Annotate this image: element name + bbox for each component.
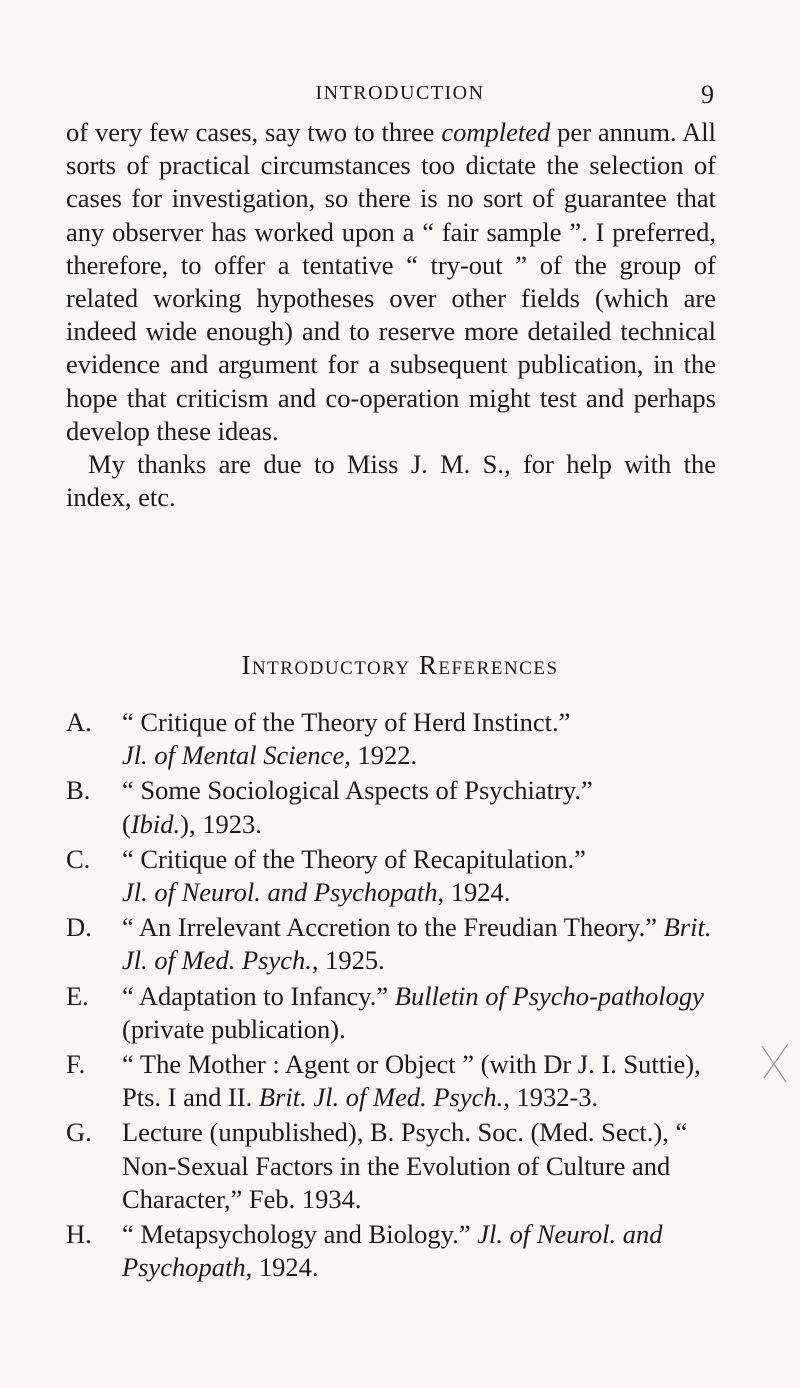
reference-item-g: [66, 1116, 726, 1216]
reference-title: Lecture (unpublished), B. Psych. Soc. (Med. Sect.), “ Non-Sexual Factors in the Evolution of Culture and Character,” Feb. 1934.: [122, 1117, 688, 1214]
references-heading: Introductory References: [241, 650, 559, 680]
reference-list: [66, 706, 726, 1286]
reference-title: “ The Mother : Agent or Object ” (with Dr J. I. Suttie), Pts. I and II.: [122, 1049, 701, 1113]
reference-letter: G.: [66, 1117, 92, 1148]
reference-source-year: (private publication).: [122, 1013, 346, 1044]
reference-source-year: ), 1923.: [180, 808, 262, 839]
reference-item-a: [66, 706, 726, 772]
reference-source-year: , 1924.: [437, 877, 511, 908]
reference-title: “ Some Sociological Aspects of Psychiatry.”: [122, 775, 593, 806]
reference-title: “ Critique of the Theory of Herd Instinct.”: [122, 707, 571, 737]
reference-letter: H.: [66, 1219, 92, 1250]
body-text: [66, 116, 716, 514]
reference-source-journal: Jl. of Neurol. and Psychopath: [122, 1219, 663, 1283]
reference-item-d: [66, 911, 726, 977]
reference-item-e: [66, 980, 726, 1046]
reference-source: [122, 739, 726, 772]
reference-letter: C.: [66, 843, 91, 874]
reference-item-b: [66, 774, 726, 840]
reference-source: [122, 808, 726, 841]
reference-letter: D.: [66, 912, 92, 943]
reference-source-journal: Jl. of Neurol. and Psychopath: [122, 877, 438, 908]
reference-letter: A.: [66, 707, 92, 737]
reference-title: “ Metapsychology and Biology.”: [122, 1219, 471, 1250]
reference-source-journal: Jl. of Mental Science: [122, 740, 345, 771]
reference-source-prefix: (: [122, 808, 131, 839]
reference-letter: E.: [66, 980, 89, 1011]
reference-source: [122, 876, 726, 909]
page-number: 9: [701, 80, 714, 109]
reference-source-journal: Brit. Jl. of Med. Psych.: [258, 1082, 504, 1113]
reference-title: “ Critique of the Theory of Recapitulation.”: [122, 843, 586, 874]
reference-source-year: , 1924.: [245, 1252, 319, 1283]
reference-source-year: , 1932-3.: [503, 1082, 599, 1113]
paragraph-1-before: of very few cases, say two to three: [66, 117, 442, 147]
reference-source-journal: Bulletin of Psycho-pathology: [394, 980, 704, 1011]
paragraph-1-after: per annum. All sorts of practical circumstances too dictate the selection of cases for investigation, so there is no sort of guarantee that any observer has worked upon a “ fair sample ”. I preferred, therefore, to offer a tentative “ try-out ” of the group of related working hypotheses over other fields (which are indeed wide enough) and to reserve more detailed technical evidence and argument for a subsequent publication, in the hope that criticism and co-operation might test and perhaps develop these ideas.: [66, 117, 716, 446]
reference-title: “ An Irrelevant Accretion to the Freudian Theory.”: [122, 912, 657, 943]
reference-item-f: [66, 1048, 726, 1114]
reference-source-journal: Ibid.: [130, 808, 181, 839]
reference-letter: B.: [66, 775, 91, 806]
reference-title: “ Adaptation to Infancy.”: [122, 980, 389, 1011]
reference-source-year: , 1925.: [311, 945, 385, 976]
paragraph-1: [66, 116, 716, 448]
reference-source-year: , 1922.: [344, 740, 418, 771]
reference-item-h: [66, 1218, 726, 1284]
paragraph-2: My thanks are due to Miss J. M. S., for help with the index, etc.: [66, 449, 716, 513]
reference-source-journal: Brit. Jl. of Med. Psych.: [122, 912, 712, 976]
paragraph-1-italic: completed: [441, 117, 551, 147]
reference-item-c: [66, 843, 726, 909]
pencil-cross-mark-icon: [758, 1042, 792, 1086]
reference-letter: F.: [66, 1049, 86, 1080]
running-title: INTRODUCTION: [315, 82, 485, 104]
